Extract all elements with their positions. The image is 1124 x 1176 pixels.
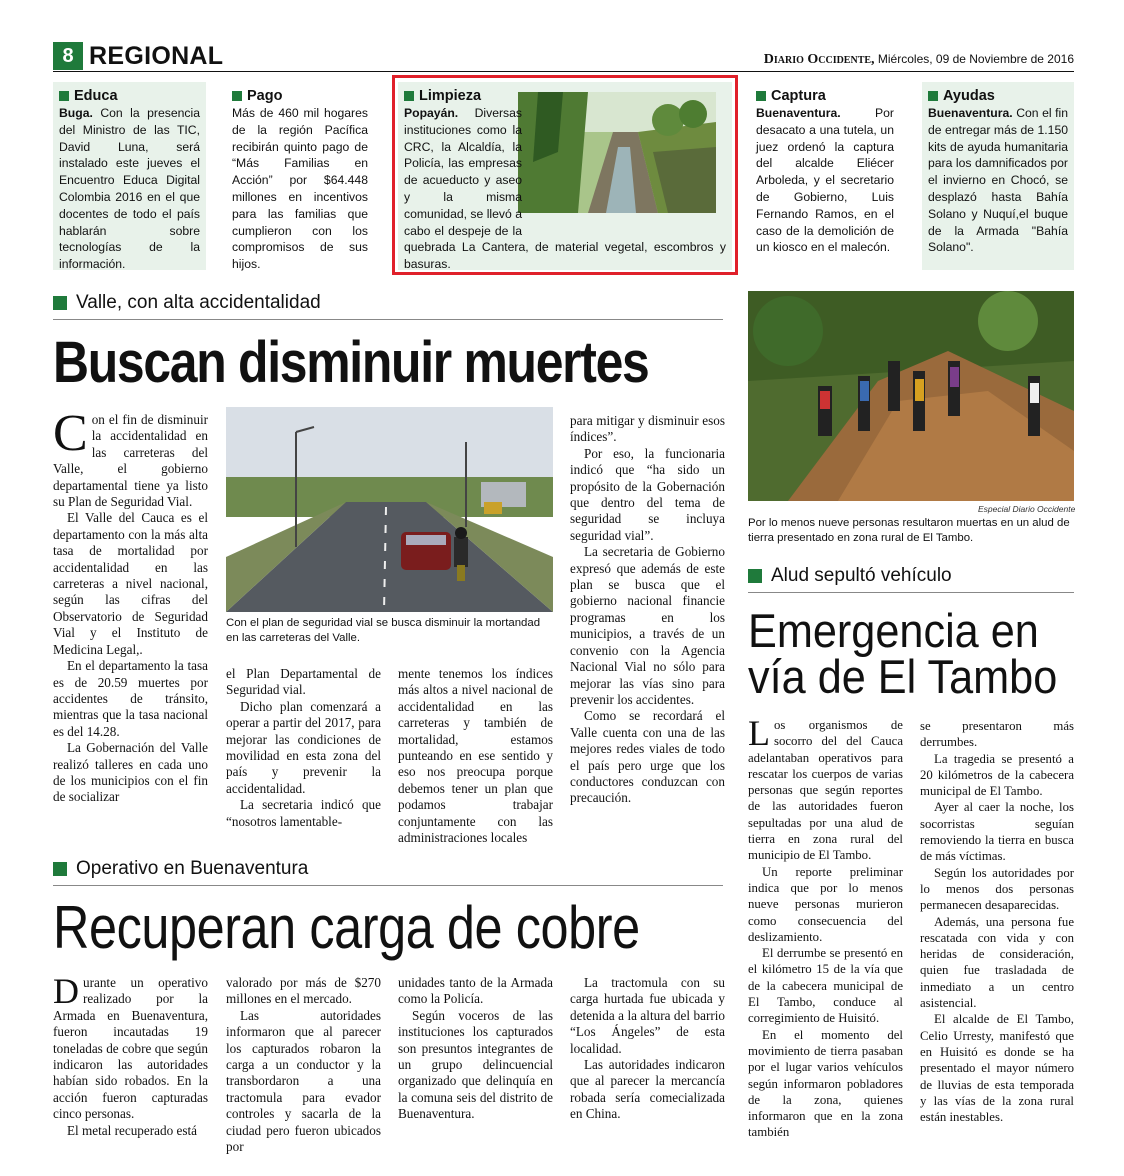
newspaper-name: Diario Occidente, xyxy=(763,52,875,67)
dropcap: D xyxy=(53,971,79,1011)
section-title: REGIONAL xyxy=(89,42,224,70)
brief-title: Pago xyxy=(232,87,368,105)
page-number: 8 xyxy=(53,42,83,70)
story1-column-1: Con el fin de disminuir la accidentalidad en las carreteras del Valle, el gobierno departamental tiene ya listo su Plan de Seguridad Vial. El Valle del Cauca es el departamento con la más alta tasa de mortalidad por accidentalidad en las carreteras a nivel nacional, según las cifras del Observatorio de Seguridad Vial y el Instituto de Medicina Legal,. En el departamento la tasa es de 20.59 muertes por accidentes de tránsito, mientras que la tasa nacional es del 14.28. La Gobernación del Valle realizó talleres en cada uno de los municipios con el fin de socializar xyxy=(53,405,208,805)
story2-kicker: Operativo en Buenaventura xyxy=(53,858,723,886)
brief-educa xyxy=(53,82,206,270)
square-bullet-icon xyxy=(53,296,67,310)
brief-ayudas xyxy=(922,82,1074,270)
issue-date: Miércoles, 09 de Noviembre de 2016 xyxy=(877,52,1074,66)
brief-text: Popayán. Diversas instituciones como la CRC, la Alcaldía, la Policía, las empresas de acueducto y aseo y la misma comunidad, se llevó a cabo el despeje de la quebrada La Cantera, de material vegetal, escombros y basuras. xyxy=(404,106,726,272)
story1-headline: Buscan disminuir muertes xyxy=(53,330,649,395)
story3-column-1: Los organismos de socorro del del Cauca adelantaban operativos para rescatar los cuerpos de varias personas que según reportes de las autoridades fueron sepultadas por una alud de tierra en zona rural del municipio de El Tambo. Un reporte preliminar indica que por lo menos nueve personas murieron como consecuencia del deslizamiento. El derrumbe se presentó en el kilómetro 15 de la vía que de la cabecera municipal de El Tambo, conduce al corregimiento de Huisitó. En el momento del movimiento de tierra pasaban por el lugar varios vehículos según informaron pobladores de la zona, quienes informaron que en la zona también xyxy=(748,713,903,1140)
story3-kicker: Alud sepultó vehículo xyxy=(748,565,1074,593)
story1-column-3: mente tenemos los índices más altos a nivel nacional de accidentalidad en las carreteras y también de mortalidad, estamos punteando en ese sentido y eso nos preocupa porque debemos tener un plan que podamos trabajar conjuntamente con las administraciones locales xyxy=(398,666,553,846)
brief-captura xyxy=(750,82,900,270)
dropcap: L xyxy=(748,713,770,753)
story3-headline: Emergencia en vía de El Tambo xyxy=(748,604,1058,703)
story2-column-3: unidades tanto de la Armada como la Policía. Según voceros de las instituciones los capturados son presuntos integrantes de un grupo delincuencial organizado que delinquía en la comuna seis del distrito de Buenaventura. xyxy=(398,975,553,1122)
story3-photo-caption: Por lo menos nueve personas resultaron muertas en un alud de tierra presentado en zona rural de El Tambo. xyxy=(748,517,1070,544)
landslide-photo xyxy=(748,291,1074,501)
square-bullet-icon xyxy=(232,91,242,101)
story1-column-4: para mitigar y disminuir esos índices”. Por eso, la funcionaria indicó que “ha sido un propósito de la Gobernación que dentro del tema de seguridad se incluya seguridad vial”. La secretaria de Gobierno expresó que además de este plan se busca que el gobierno nacional financie programas en los municipios, a través de un convenio con la Agencia Nacional Vial no sólo para mejorar las vías sino para prevenir los accidentes. Como se recordará el Valle cuenta con una de las mejores redes viales de todo el país pero urge que los conductores conduzcan con precaución. xyxy=(570,413,725,806)
highlight-box xyxy=(392,75,738,275)
square-bullet-icon xyxy=(756,91,766,101)
brief-title: Educa xyxy=(59,87,200,105)
story1-column-2: el Plan Departamental de Seguridad vial. Dicho plan comenzará a operar a partir del 2017, para mejorar las condiciones de movilidad en esta zona del país y prevenir la accidentalidad. La secretaria indicó que “nosotros lamentable- xyxy=(226,666,381,829)
brief-text: Buenaventura. Por desacato a una tutela, un juez ordenó la captura del alcalde Eliécer Arboleda, y el secretario de Gobierno, Luis Fernando Ramos, en el caso de la demolición de un kiosco en el malecón. xyxy=(756,106,894,255)
story3-column-2: se presentaron más derrumbes. La tragedia se presentó a 20 kilómetros de la cabecera municipal de El Tambo. Ayer al caer la noche, los socorristas seguían removiendo la tierra en busca de más víctimas. Según los autoridades por lo menos dos personas permanecen desaparecidas. Además, una persona fue rescatada con vida y con heridas de consideración, quien fue trasladada de inmediato a un centro asistencial. El alcalde de El Tambo, Celio Urresty, manifestó que en Huisitó es donde se ha presentado el mayor número de lluvias de esta temporada y las vías de la zona rural están inestables. xyxy=(920,719,1074,1125)
brief-title: Ayudas xyxy=(928,87,1068,105)
story1-kicker: Valle, con alta accidentalidad xyxy=(53,292,723,320)
story2-column-2: valorado por más de $270 millones en el mercado. Las autoridades informaron que al parecer los capturados robaron la carga a un conductor y la transbordaron a una tractomula para evador controles y sacarla de la ciudad pero fueron ubicados por xyxy=(226,975,381,1155)
story2-headline: Recuperan carga de cobre xyxy=(53,894,640,961)
story1-photo-caption: Con el plan de seguridad vial se busca disminuir la mortandad en las carreteras del Valle. xyxy=(226,617,541,644)
story2-column-4: La tractomula con su carga hurtada fue ubicada y detenida a la altura del barrio “Los Ángeles” de esta localidad. Las autoridades indicaron que al parecer la mercancía robada sería comecializada en China. xyxy=(570,975,725,1122)
story2-column-1: Durante un operativo realizado por la Armada en Buenaventura, fueron incautadas 19 toneladas de cobre que según indicaron las autoridades habían sido robados. En la acción fueron capturadas cinco personas. El metal recuperado está xyxy=(53,971,208,1138)
brief-title: Captura xyxy=(756,87,894,105)
brief-text: Buga. Con la presencia del Ministro de las TIC, David Luna, será instalado este jueves el Encuentro Educa Digital Colombia 2016 en el que docentes de todo el país hablarán sobre tecnologías de la información. xyxy=(59,106,200,272)
square-bullet-icon xyxy=(59,91,69,101)
page-header xyxy=(53,42,1074,72)
photo-credit: Especial Diario Occidente xyxy=(978,504,1076,514)
brief-title: Limpieza xyxy=(404,87,726,105)
dropcap: C xyxy=(53,405,88,462)
brief-pago xyxy=(226,82,374,270)
dateline xyxy=(764,52,1074,68)
square-bullet-icon xyxy=(748,569,762,583)
square-bullet-icon xyxy=(53,862,67,876)
brief-text: Buenaventura. Con el fin de entregar más de 1.150 kits de ayuda humanitaria para los damnificados por el invierno en Chocó, se desplazó hasta Bahía Solano y Nuquí,el buque de la Armada "Bahía Solano". xyxy=(928,106,1068,255)
highway-photo xyxy=(226,407,553,612)
square-bullet-icon xyxy=(928,91,938,101)
brief-text: Más de 460 mil hogares de la región Pacífica recibirán quinto pago de “Más Familias en Acción” por $64.448 millones en incentivos para las familias que cumplieron con los compromisos de sus hijos. xyxy=(232,106,368,272)
